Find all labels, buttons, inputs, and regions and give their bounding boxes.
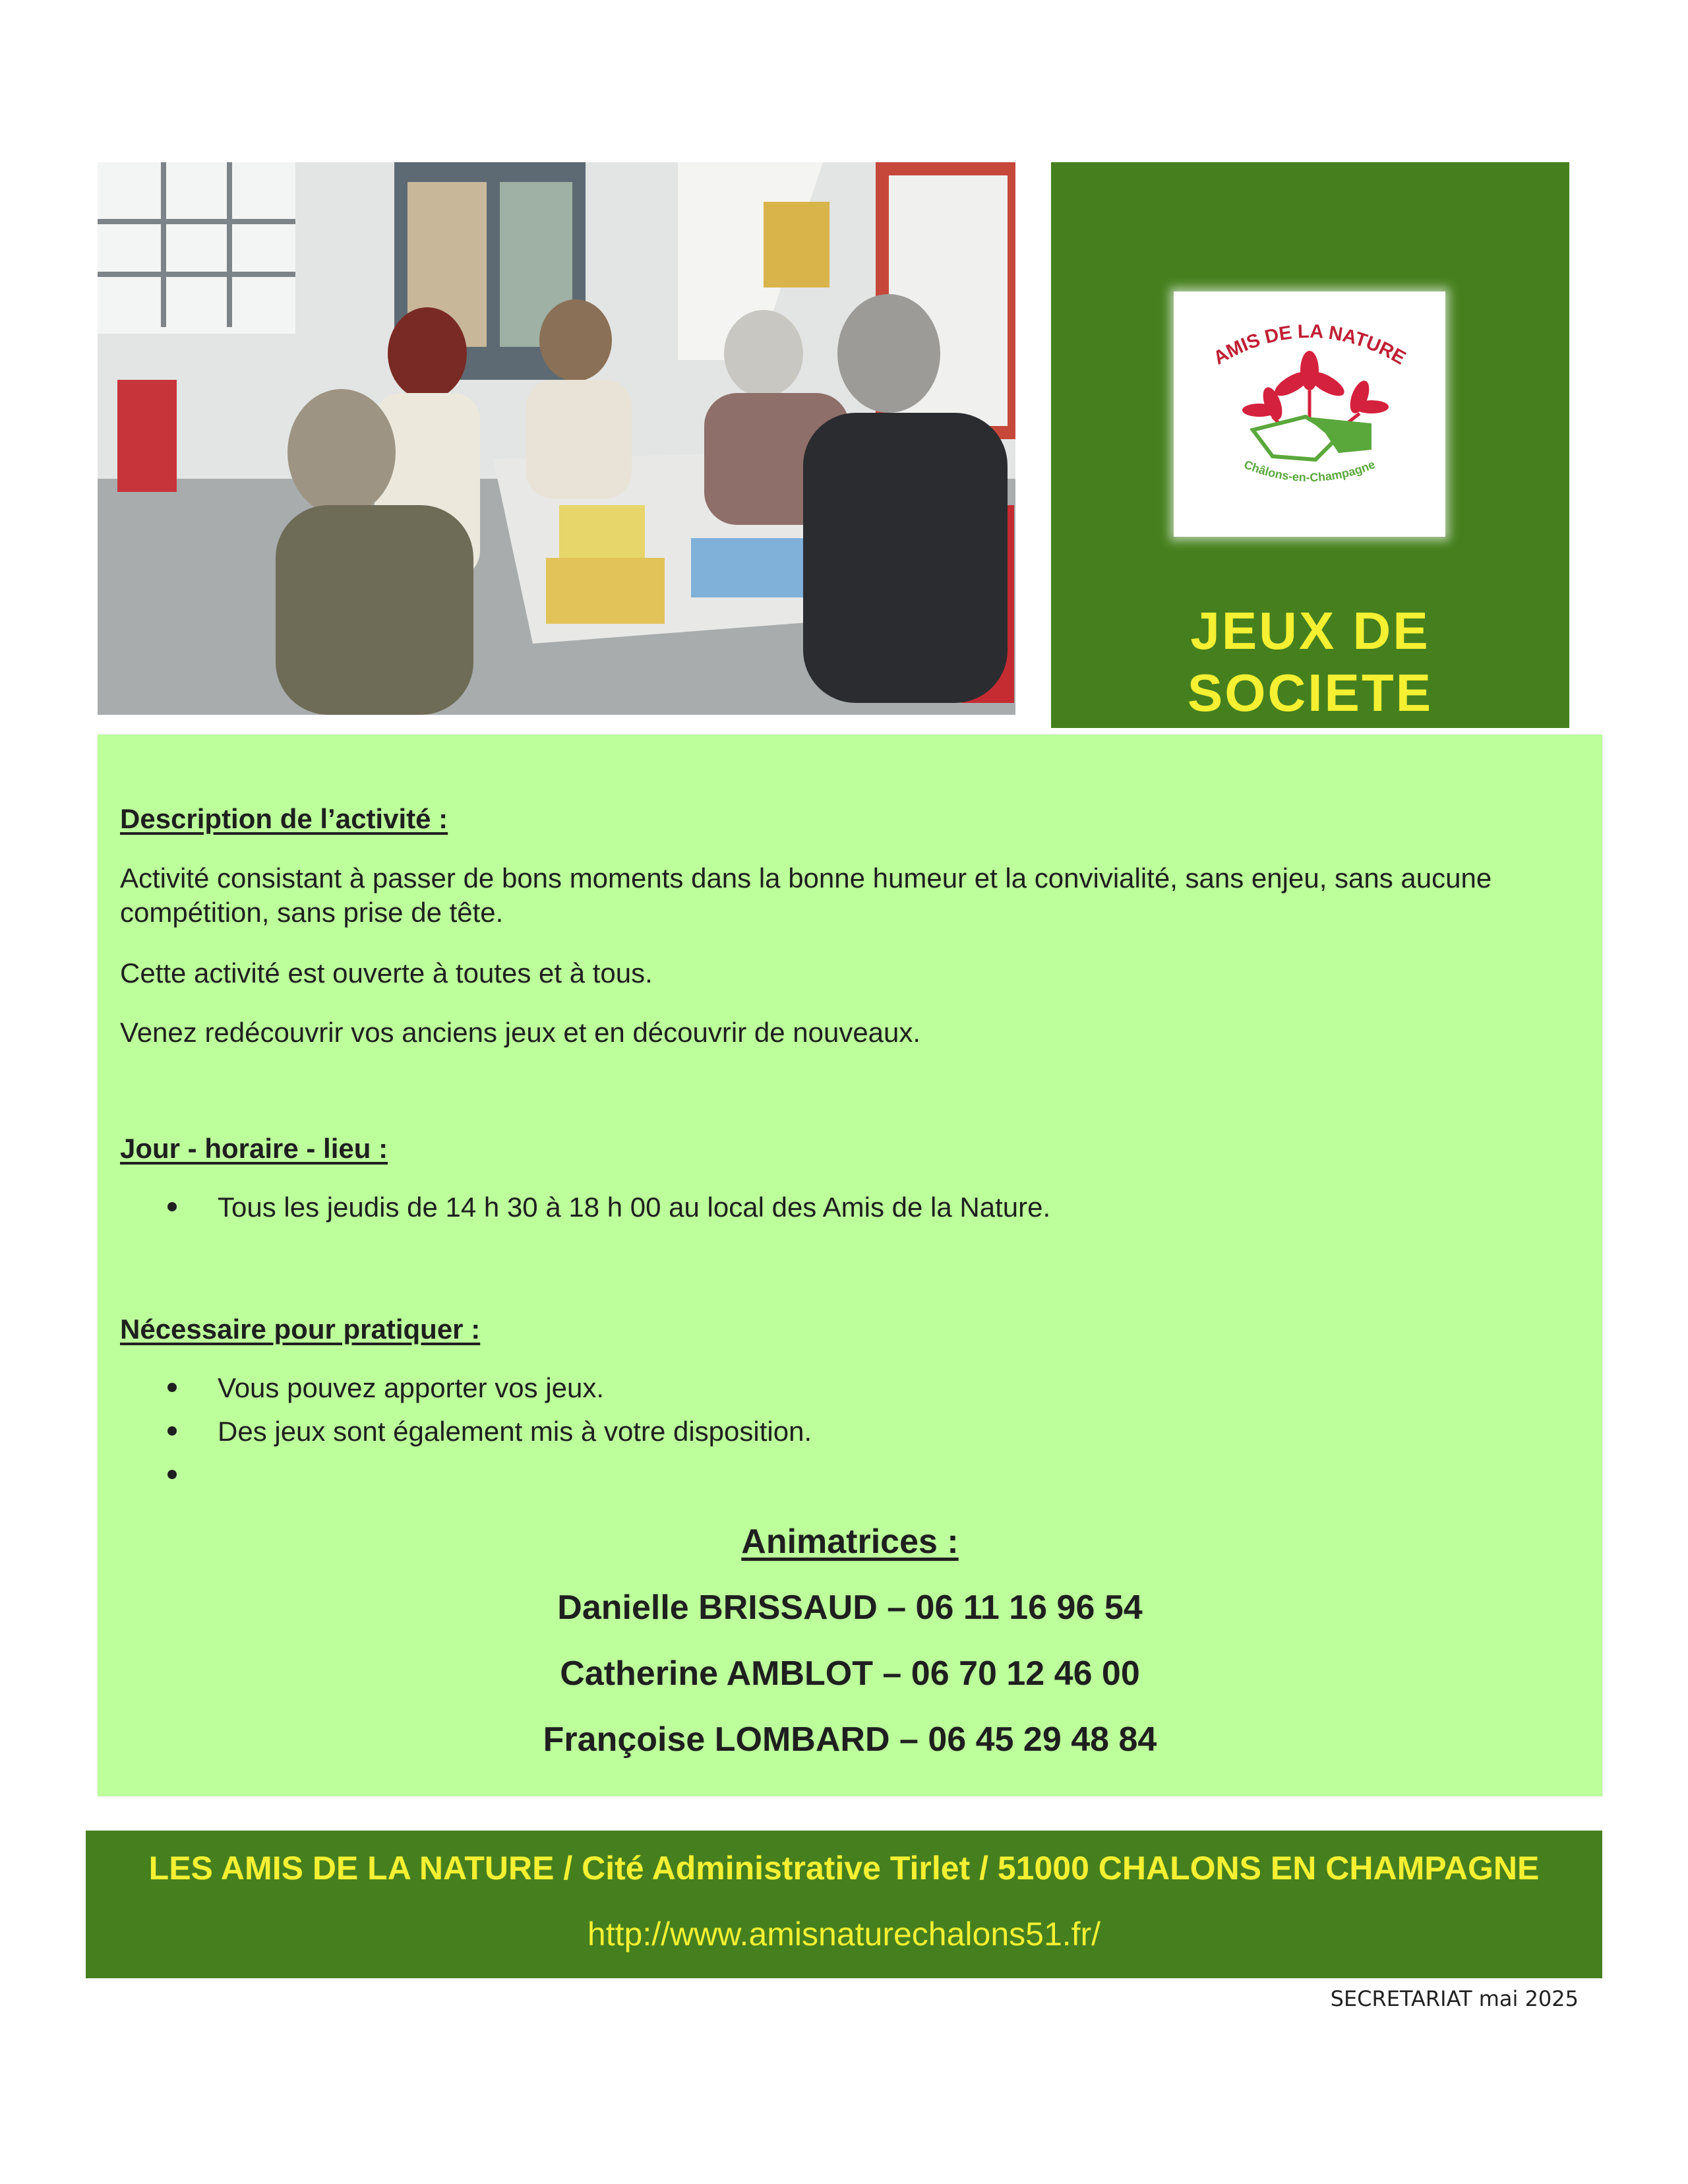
bullet-icon bbox=[167, 1202, 177, 1211]
description-paragraph: Cette activité est ouverte à toutes et à tous. bbox=[120, 957, 653, 988]
bullet-icon bbox=[167, 1383, 177, 1392]
list-item bbox=[98, 1453, 1548, 1497]
list-item bbox=[98, 1410, 1548, 1453]
description-heading: Description de l’activité : bbox=[120, 803, 448, 834]
animatrices-heading: Animatrices : bbox=[741, 1523, 959, 1561]
logo-top-text: AMIS DE LA NATURE bbox=[1209, 320, 1410, 369]
club-logo bbox=[1174, 291, 1445, 537]
contact-line: Danielle BRISSAUD – 06 11 16 96 54 bbox=[557, 1589, 1143, 1627]
logo-illustration bbox=[1174, 291, 1445, 537]
list-item bbox=[98, 1366, 1548, 1410]
activity-photo bbox=[98, 162, 1015, 715]
svg-text:Châlons-en-Champagne bbox=[1242, 458, 1377, 484]
list-item-text: Vous pouvez apporter vos jeux. bbox=[218, 1372, 605, 1403]
contact-line: Françoise LOMBARD – 06 45 29 48 84 bbox=[543, 1720, 1157, 1759]
page-title: JEUX DE SOCIETE bbox=[1187, 601, 1433, 722]
description-paragraph: Activité consistant à passer de bons moments dans la bonne humeur et la convivialité, sans enjeu, sans aucune compétition, sans prise de tête. bbox=[120, 863, 1492, 928]
content-panel bbox=[98, 735, 1602, 1796]
footer-address: LES AMIS DE LA NATURE / Cité Administrative Tirlet / 51000 CHALONS EN CHAMPAGNE bbox=[148, 1850, 1540, 1887]
requirements-heading: Nécessaire pour pratiquer : bbox=[120, 1314, 481, 1345]
list-item bbox=[98, 1186, 1548, 1229]
requirements-list bbox=[98, 1366, 1548, 1497]
handshake-icon bbox=[1253, 417, 1372, 460]
footer-banner bbox=[86, 1831, 1602, 1978]
logo-bottom-text: Châlons-en-Champagne bbox=[1242, 458, 1377, 485]
bullet-icon bbox=[167, 1426, 177, 1436]
schedule-heading: Jour - horaire - lieu : bbox=[120, 1133, 388, 1164]
photo-illustration bbox=[98, 162, 1015, 715]
description-paragraph: Venez redécouvrir vos anciens jeux et en découvrir de nouveaux. bbox=[120, 1017, 921, 1048]
list-item-text: Tous les jeudis de 14 h 30 à 18 h 00 au local des Amis de la Nature. bbox=[218, 1192, 1051, 1223]
flower-icon bbox=[1242, 351, 1389, 423]
website-link[interactable]: http://www.amisnaturechalons51.fr/ bbox=[587, 1916, 1101, 1953]
schedule-list bbox=[98, 1186, 1548, 1229]
secretariat-note: SECRETARIAT mai 2025 bbox=[1330, 1986, 1579, 2011]
list-item-text: Des jeux sont également mis à votre disposition. bbox=[218, 1416, 812, 1447]
bullet-icon bbox=[167, 1470, 177, 1479]
title-panel bbox=[1051, 162, 1569, 728]
contact-line: Catherine AMBLOT – 06 70 12 46 00 bbox=[560, 1654, 1140, 1693]
